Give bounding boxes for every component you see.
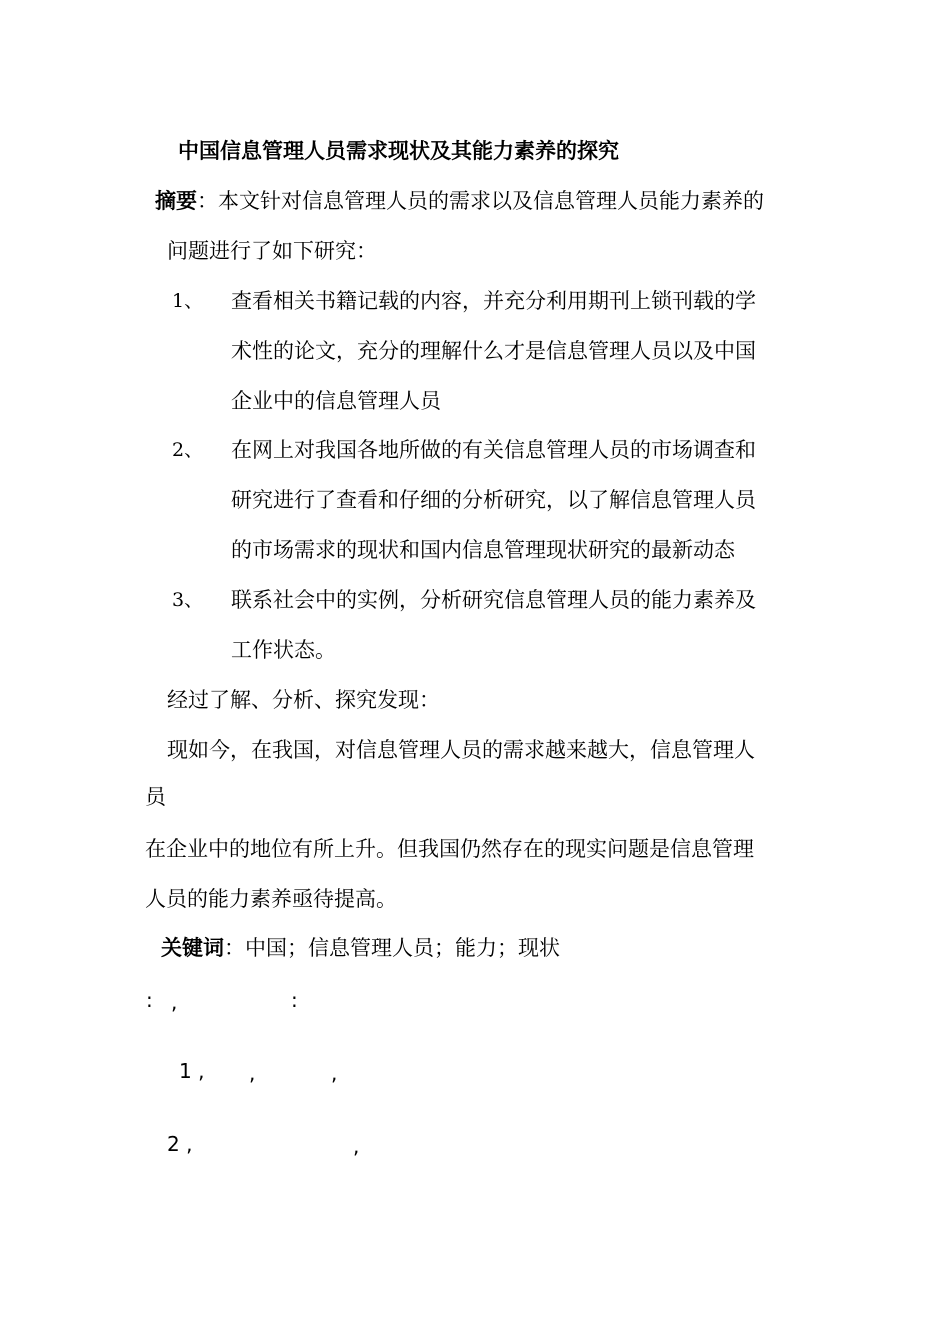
keywords-colon: ：: [224, 936, 245, 960]
fragment-num-1: 1 ,: [179, 1059, 205, 1083]
fragment-colon-a: :: [146, 988, 153, 1012]
item-1-line-2: 术性的论文，充分的理解什么才是信息管理人员以及中国: [231, 339, 756, 363]
abstract-colon: ：: [197, 189, 218, 213]
item-2-line-3: 的市场需求的现状和国内信息管理现状研究的最新动态: [231, 538, 735, 562]
fragment-colon-b: :: [291, 988, 298, 1012]
findings-intro: 经过了解、分析、探究发现：: [167, 688, 440, 712]
fragment-comma-b: ,: [331, 1061, 338, 1085]
keywords-line: [161, 935, 560, 961]
findings-line-4: 人员的能力素养亟待提高。: [145, 887, 397, 911]
item-3-line-2: 工作状态。: [231, 638, 336, 662]
keywords-label: 关键词: [161, 935, 224, 960]
item-2-line-1: 在网上对我国各地所做的有关信息管理人员的市场调查和: [231, 438, 756, 462]
findings-line-3: 在企业中的地位有所上升。但我国仍然存在的现实问题是信息管理: [145, 837, 754, 861]
item-3-line-1: 联系社会中的实例，分析研究信息管理人员的能力素养及: [231, 588, 756, 612]
keywords-value: 中国；信息管理人员；能力；现状: [245, 936, 560, 960]
item-1-line-1: 查看相关书籍记载的内容，并充分利用期刊上锁刊载的学: [231, 289, 756, 313]
fragment-num-2: 2 ,: [167, 1132, 193, 1156]
findings-line-1: 现如今，在我国，对信息管理人员的需求越来越大，信息管理人: [167, 738, 755, 762]
item-number-1: 1、: [172, 290, 204, 312]
fragment-comma-c: ,: [353, 1134, 360, 1158]
findings-line-2: 员: [145, 785, 166, 809]
fragment-comma-a: ,: [249, 1061, 256, 1085]
abstract-label: 摘要: [155, 188, 197, 213]
item-number-3: 3、: [172, 589, 204, 611]
page-title: 中国信息管理人员需求现状及其能力素养的探究: [178, 138, 619, 163]
abstract-line-2: 问题进行了如下研究：: [167, 239, 377, 263]
abstract-line-1: [155, 188, 764, 214]
item-2-line-2: 研究进行了查看和仔细的分析研究，以了解信息管理人员: [231, 488, 756, 512]
fragment-comma: ,: [171, 990, 178, 1014]
abstract-text-1: 本文针对信息管理人员的需求以及信息管理人员能力素养的: [218, 189, 764, 213]
item-1-line-3: 企业中的信息管理人员: [231, 389, 441, 413]
item-number-2: 2、: [172, 439, 204, 461]
